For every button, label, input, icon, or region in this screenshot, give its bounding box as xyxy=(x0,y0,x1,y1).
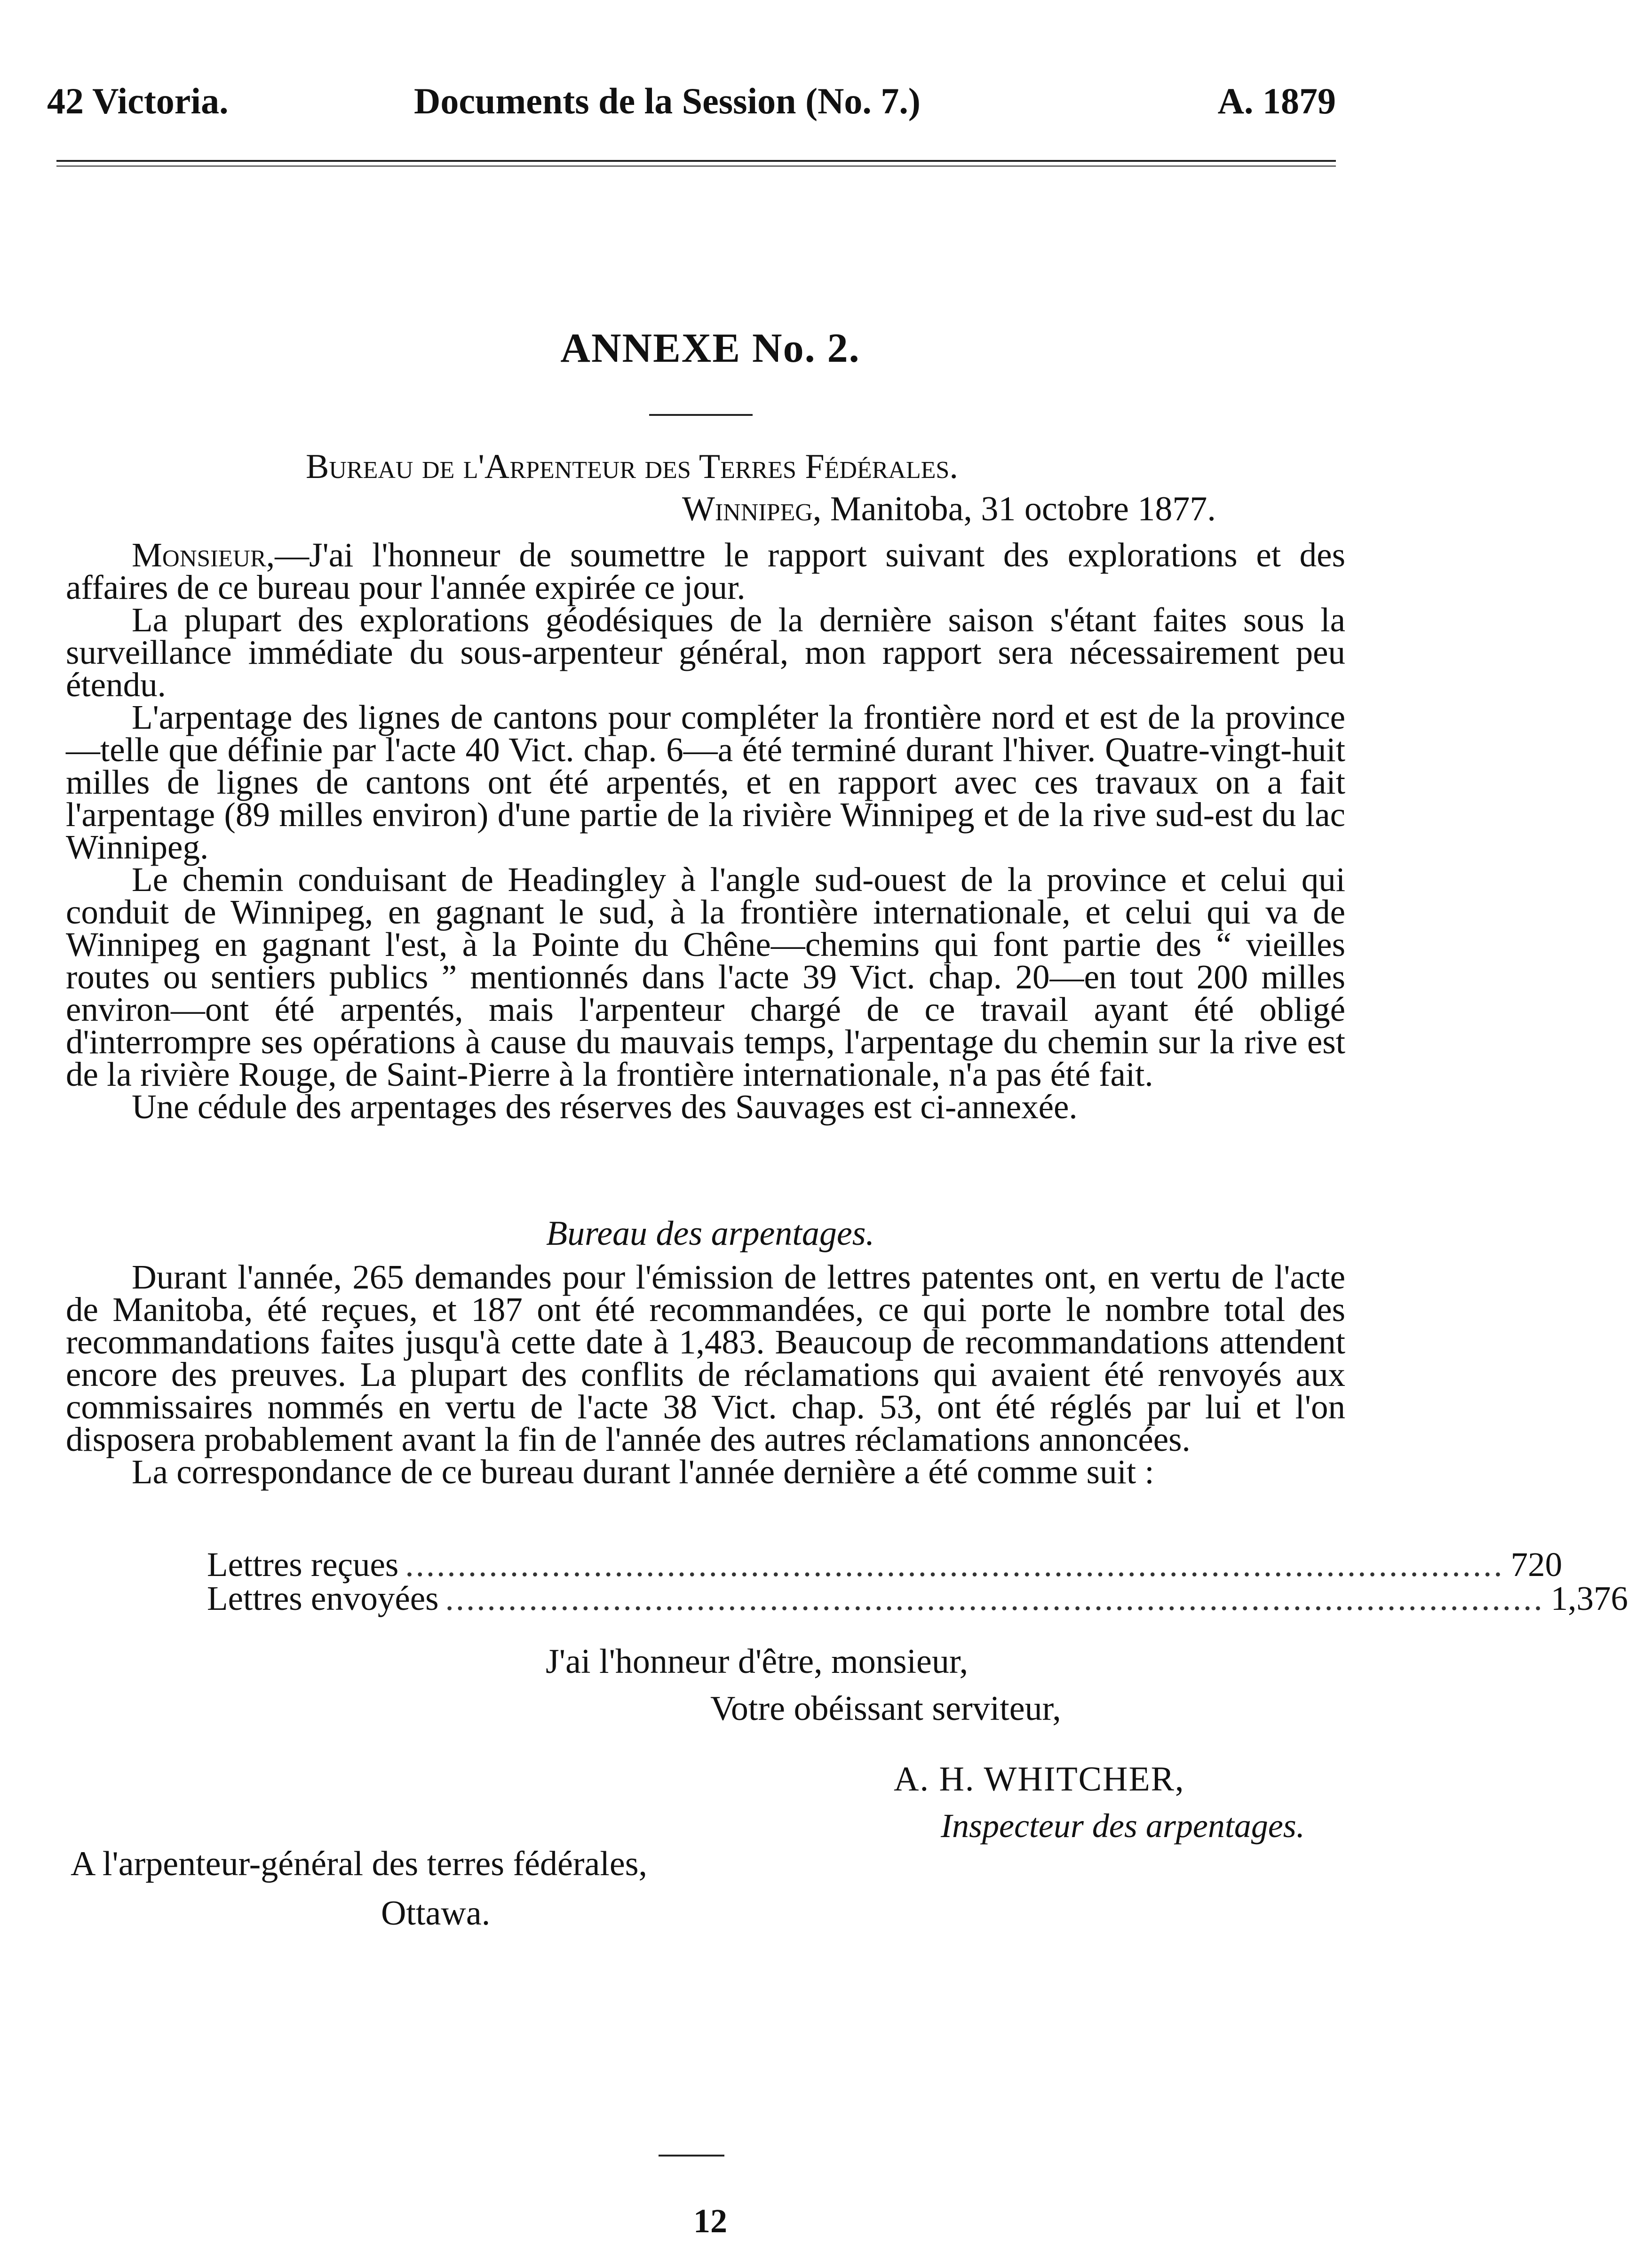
ledger-label: Lettres reçues xyxy=(207,1545,399,1584)
letter-body-2 xyxy=(66,1258,1345,1491)
leader-dots: ......................................................................................................... xyxy=(445,1579,1544,1617)
paragraph: Le chemin conduisant de Headingley à l'angle sud-ouest de la province et celui qui conduit de Winnipeg, en gagnant le sud, à la frontière internationale, et celui qui va de Winnipeg en gagnant l'est, à la Pointe du Chêne—chemins qui font partie des “ vieilles routes ou sentiers publics ” mentionnés dans l'acte 39 Vict. chap. 20—en tout 200 milles environ—ont été arpentés, mais l'arpenteur chargé de ce travail ayant été obligé d'interrompre ses opérations à cause du mauvais temps, l'arpentage du chemin sur la rive est de la rivière Rouge, de Saint-Pierre à la frontière internationale, n'a pas été fait. xyxy=(66,860,1345,1093)
running-header xyxy=(47,80,1336,132)
addressee-line-2: Ottawa. xyxy=(381,1894,491,1933)
signature-name: A. H. WHITCHER, xyxy=(894,1760,1185,1798)
addressee-line-1: A l'arpenteur-général des terres fédérales, xyxy=(71,1845,648,1883)
header-year: A. 1879 xyxy=(1217,80,1336,121)
ledger-row xyxy=(207,1579,1628,1617)
paragraph: La plupart des explorations géodésiques de la dernière saison s'étant faites sous la surveillance immédiate du sous-arpenteur général, mon rapport sera nécessairement peu étendu. xyxy=(66,601,1345,704)
paragraph xyxy=(66,536,1345,606)
header-volume: 42 Victoria. xyxy=(47,80,229,121)
page-number: 12 xyxy=(693,2202,727,2240)
footer-rule xyxy=(659,2155,724,2157)
leader-dots: ......................................................................................................... xyxy=(405,1545,1504,1584)
letterhead-bureau: Bureau de l'Arpenteur des Terres Fédérales. xyxy=(306,447,958,486)
salutation: Monsieur, xyxy=(132,536,275,574)
closing-line-2: Votre obéissant serviteur, xyxy=(710,1689,1061,1728)
paragraph: La correspondance de ce bureau durant l'année dernière a été comme suit : xyxy=(132,1453,1154,1491)
header-title: Documents de la Session (No. 7.) xyxy=(414,80,921,121)
paragraph-text: —J'ai l'honneur de soumettre le rapport suivant des explorations et des affaires de ce bureau pour l'année expirée ce jour. xyxy=(66,536,1345,606)
section-title: Bureau des arpentages. xyxy=(546,1214,875,1253)
letterhead-place: Winnipeg, xyxy=(682,490,822,528)
correspondence-ledger xyxy=(207,1545,1628,1617)
paragraph: Durant l'année, 265 demandes pour l'émission de lettres patentes ont, en vertu de l'acte de Manitoba, été reçues, et 187 ont été recommandées, ce qui porte le nombre total des recommandations faites jusqu'à cette date à 1,483. Beaucoup de recommandations attendent encore des preuves. La plupart des conflits de réclamations qui avaient été renvoyés aux commissaires nommés en vertu de l'acte 38 Vict. chap. 53, ont été réglés par lui et l'on disposera probablement avant la fin de l'année des autres réclamations annoncées. xyxy=(66,1258,1345,1458)
letter-body xyxy=(66,536,1345,1126)
ledger-label: Lettres envoyées xyxy=(207,1579,439,1617)
ledger-value: 720 xyxy=(1510,1545,1563,1584)
annex-title: ANNEXE No. 2. xyxy=(560,326,860,371)
letterhead-dateline xyxy=(682,489,1388,529)
ledger-value: 1,376 xyxy=(1550,1579,1628,1617)
closing-line-1: J'ai l'honneur d'être, monsieur, xyxy=(546,1642,969,1681)
header-rule xyxy=(56,160,1336,167)
title-rule xyxy=(649,414,753,416)
signature-title: Inspecteur des arpentages. xyxy=(941,1807,1305,1845)
letterhead-date: Manitoba, 31 octobre 1877. xyxy=(821,490,1216,528)
paragraph: L'arpentage des lignes de cantons pour compléter la frontière nord et est de la province—telle que définie par l'acte 40 Vict. chap. 6—a été terminé durant l'hiver. Quatre-vingt-huit milles de lignes de cantons ont été arpentés, et en rapport avec ces travaux on a fait l'arpentage (89 milles environ) d'une partie de la rivière Winnipeg et de la rive sud-est du lac Winnipeg. xyxy=(66,698,1345,866)
ledger-row xyxy=(207,1545,1563,1584)
paragraph: Une cédule des arpentages des réserves des Sauvages est ci-annexée. xyxy=(132,1088,1078,1126)
